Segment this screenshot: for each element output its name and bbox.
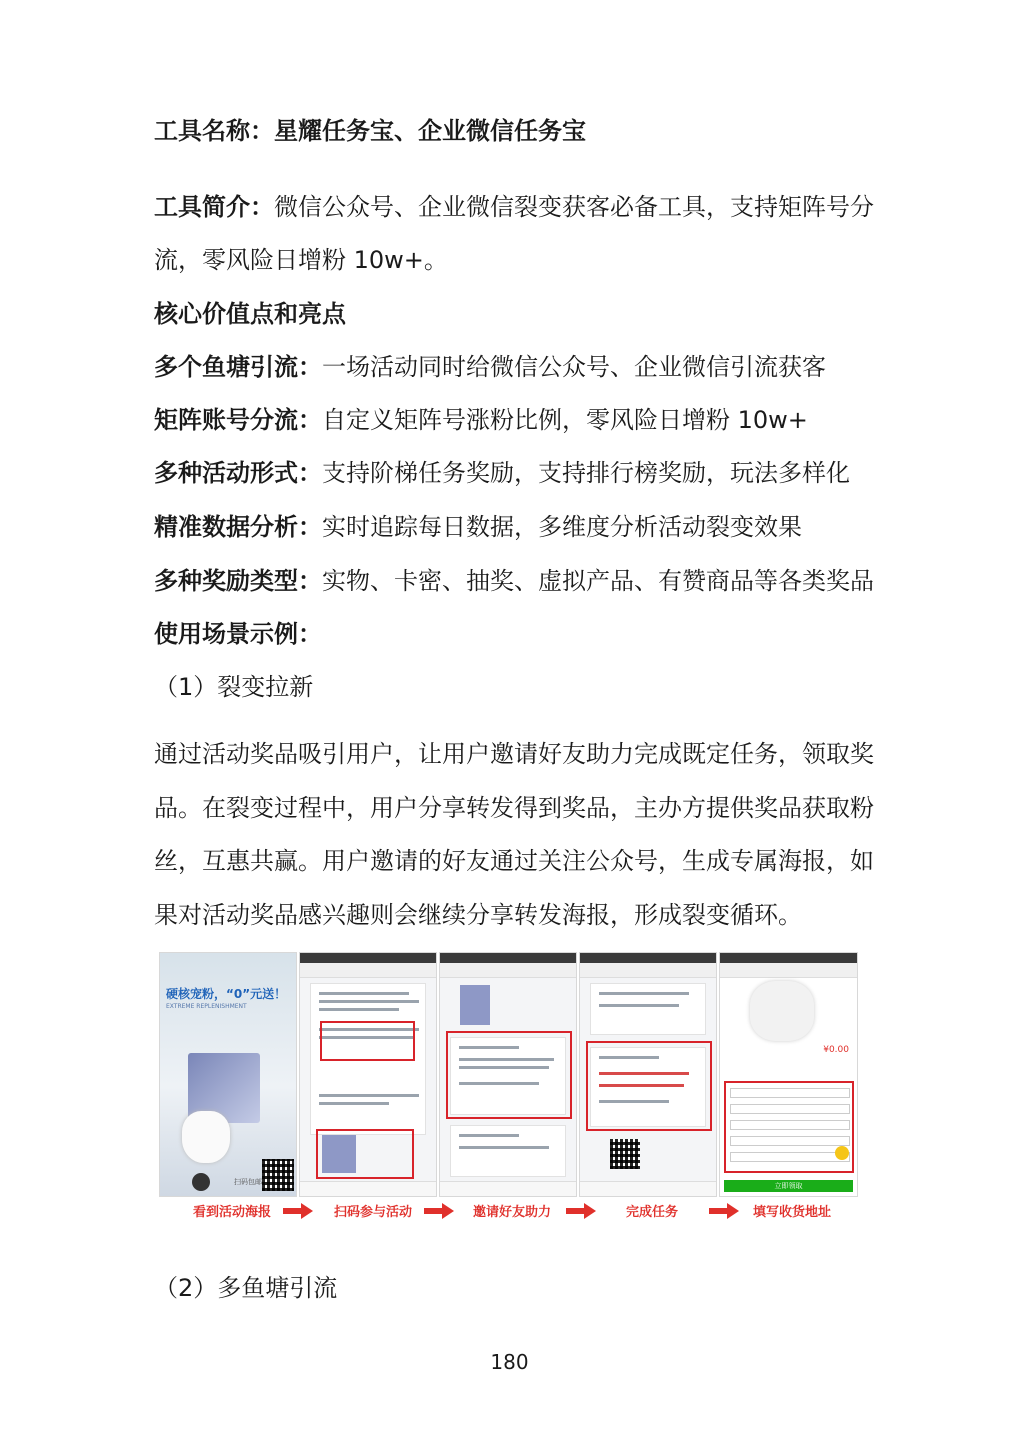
step-caption: 填写收货地址 (753, 1205, 832, 1220)
point-row (154, 507, 802, 542)
poster-title: 硬核宠粉，“0”元送！ (166, 987, 287, 1001)
step-caption: 看到活动海报 (193, 1205, 272, 1220)
form-field[interactable] (730, 1136, 850, 1146)
price-label: ¥0.00 (823, 1045, 849, 1055)
paragraph-line: 果对活动奖品感兴趣则会继续分享转发海报，形成裂变循环。 (154, 901, 802, 929)
mask-image (182, 1111, 230, 1163)
page-number: 180 (490, 1350, 529, 1374)
task-complete-panel (579, 952, 717, 1197)
paragraph-line: 品。在裂变过程中，用户分享转发得到奖品，主办方提供奖品获取粉 (154, 794, 874, 822)
submit-button[interactable]: 立即领取 (724, 1180, 853, 1192)
flow-figure (159, 952, 858, 1197)
poster-scan-text: 扫码包邮 (234, 1178, 262, 1186)
arrow-right-icon (709, 1203, 739, 1219)
intro-line-1 (154, 187, 874, 222)
core-heading: 核心价值点和亮点 (154, 300, 346, 328)
step-caption: 完成任务 (626, 1205, 679, 1220)
scenario-1: （1）裂变拉新 (154, 673, 314, 701)
point-row (154, 347, 826, 382)
tool-name-value: 星耀任务宝、企业微信任务宝 (274, 117, 586, 145)
point-row (154, 400, 808, 435)
point-label: 精准数据分析： (154, 513, 322, 541)
intro-text-1: 微信公众号、企业微信裂变获客必备工具，支持矩阵号分 (274, 193, 874, 221)
qr-code-icon (610, 1139, 640, 1169)
tool-name-label: 工具名称： (154, 117, 274, 145)
address-panel (719, 952, 858, 1197)
intro-line-2: 流，零风险日增粉 10w+。 (154, 246, 448, 274)
point-label: 矩阵账号分流： (154, 406, 322, 434)
arrow-right-icon (566, 1203, 596, 1219)
form-field[interactable] (730, 1152, 850, 1162)
point-label: 多种活动形式： (154, 459, 322, 487)
point-text: 一场活动同时给微信公众号、企业微信引流获客 (322, 353, 826, 381)
tool-name-line (154, 111, 586, 146)
avatar (192, 1173, 210, 1191)
point-row (154, 561, 874, 596)
point-row (154, 453, 850, 488)
arrow-right-icon (424, 1203, 454, 1219)
point-label: 多个鱼塘引流： (154, 353, 322, 381)
poster-subtitle: EXTREME REPLENISHMENT (166, 1003, 247, 1010)
point-text: 支持阶梯任务奖励，支持排行榜奖励，玩法多样化 (322, 459, 850, 487)
point-label: 多种奖励类型： (154, 567, 322, 595)
point-text: 自定义矩阵号涨粉比例，零风险日增粉 10w+ (322, 406, 808, 434)
form-field[interactable] (730, 1088, 850, 1098)
invite-panel (439, 952, 577, 1197)
intro-label: 工具简介： (154, 193, 274, 221)
form-field[interactable] (730, 1104, 850, 1114)
poster-panel (159, 952, 297, 1197)
point-text: 实物、卡密、抽奖、虚拟产品、有赞商品等各类奖品 (322, 567, 874, 595)
qr-code-icon (262, 1159, 294, 1191)
form-field[interactable] (730, 1120, 850, 1130)
scan-panel (299, 952, 437, 1197)
paragraph-line: 丝，互惠共赢。用户邀请的好友通过关注公众号，生成专属海报，如 (154, 847, 874, 875)
scenario-heading: 使用场景示例： (154, 620, 322, 648)
paragraph-line: 通过活动奖品吸引用户，让用户邀请好友助力完成既定任务，领取奖 (154, 740, 874, 768)
step-caption: 扫码参与活动 (334, 1205, 413, 1220)
point-text: 实时追踪每日数据，多维度分析活动裂变效果 (322, 513, 802, 541)
highlight-box (320, 1021, 415, 1061)
arrow-right-icon (283, 1203, 313, 1219)
scenario-2: （2）多鱼塘引流 (154, 1274, 338, 1302)
step-caption: 邀请好友助力 (473, 1205, 552, 1220)
help-icon[interactable] (835, 1146, 849, 1160)
mask-image (750, 981, 814, 1041)
